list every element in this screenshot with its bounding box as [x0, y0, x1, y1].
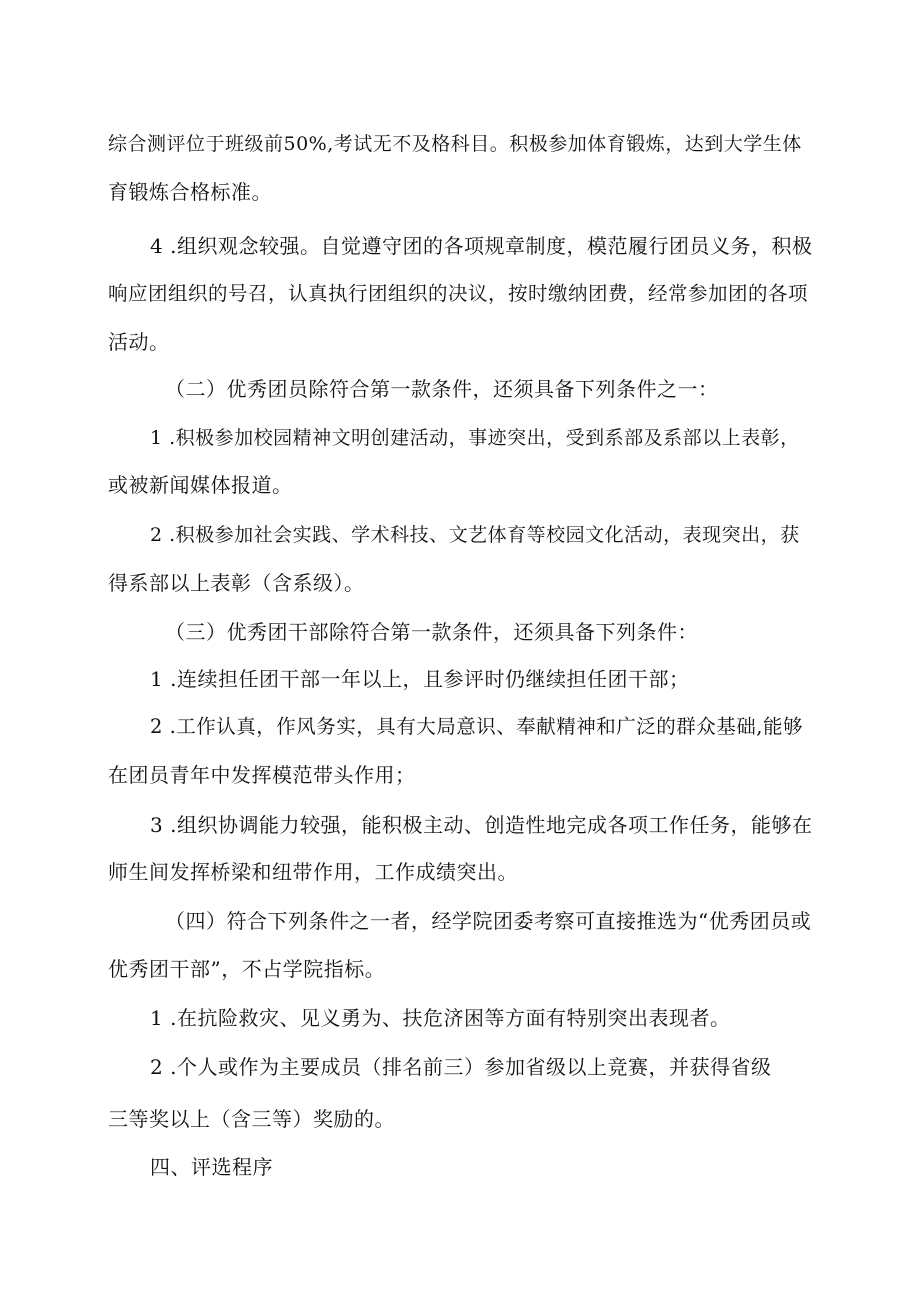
text-line: 4 .组织观念较强。自觉遵守团的各项规章制度，模范履行团员义务，积极 [150, 234, 813, 258]
section-heading: （三）优秀团干部除符合第一款条件，还须具备下列条件： [165, 620, 698, 644]
text-line: 在团员青年中发挥模范带头作用； [108, 763, 416, 787]
text-line: 2 .个人或作为主要成员（排名前三）参加省级以上竞赛，并获得省级 [150, 1055, 772, 1079]
section-heading: （四）符合下列条件之一者，经学院团委考察可直接推选为“优秀团员或 [165, 909, 812, 933]
section-heading: （二）优秀团员除符合第一款条件，还须具备下列条件之一： [165, 377, 719, 401]
text-line: 1 .连续担任团干部一年以上，且参评时仍继续担任团干部； [150, 667, 690, 691]
text-line: 三等奖以上（含三等）奖励的。 [108, 1107, 395, 1131]
text-line: 或被新闻媒体报道。 [108, 473, 293, 497]
text-line: 育锻炼合格标准。 [108, 180, 272, 204]
text-line: 1 .积极参加校园精神文明创建活动，事迹突出，受到系部及系部以上表彰， [150, 427, 800, 449]
text-line: 综合测评位于班级前50%,考试无不及格科目。积极参加体育锻炼，达到大学生体 [108, 133, 802, 155]
section-heading: 四、评选程序 [150, 1155, 273, 1179]
text-line: 3 .组织协调能力较强，能积极主动、创造性地完成各项工作任务，能够在 [150, 813, 813, 837]
text-line: 得系部以上表彰（含系级）。 [108, 571, 365, 595]
text-line: 响应团组织的号召，认真执行团组织的决议，按时缴纳团费，经常参加团的各项 [108, 282, 809, 305]
text-line: 师生间发挥桥梁和纽带作用，工作成绩突出。 [108, 860, 518, 884]
text-line: 2 .积极参加社会实践、学术科技、文艺体育等校园文化活动，表现突出，获 [150, 524, 800, 546]
text-line: 2 .工作认真，作风务实，具有大局意识、奉献精神和广泛的群众基础,能够 [150, 715, 804, 738]
text-line: 优秀团干部”，不占学院指标。 [108, 957, 386, 981]
text-line: 1 .在抗险救灾、见义勇为、扶危济困等方面有特别突出表现者。 [150, 1006, 731, 1030]
text-line: 活动。 [108, 330, 170, 354]
